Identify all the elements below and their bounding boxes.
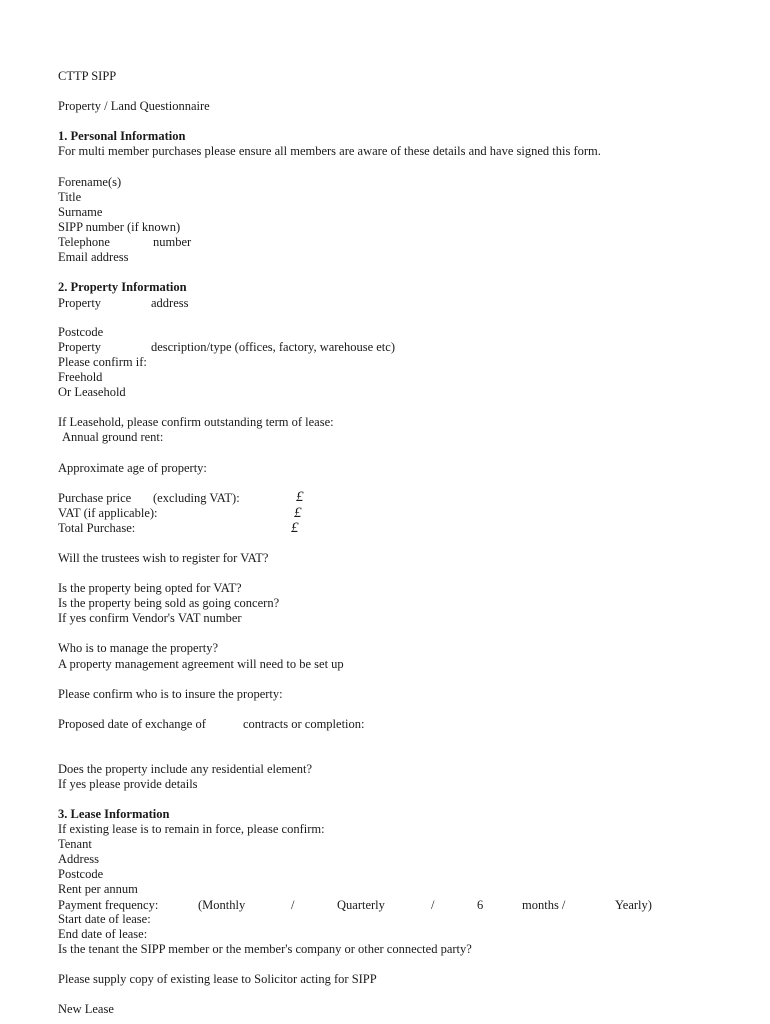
section-1-heading: 1. Personal Information <box>58 129 186 143</box>
field-property-desc-label-2: description/type (offices, factory, warehouse etc) <box>151 340 395 354</box>
frequency-six: 6 <box>477 898 484 912</box>
field-property-desc-label: Property <box>58 340 102 354</box>
field-postcode: Postcode <box>58 325 104 339</box>
org-name: CTTP SIPP <box>58 69 117 83</box>
frequency-yearly: Yearly) <box>615 898 652 912</box>
pound-symbol-total: £ <box>291 520 299 536</box>
field-property-address-label-2: address <box>151 296 189 310</box>
purchase-price-label-2: (excluding VAT): <box>153 491 240 505</box>
confirm-if-label: Please confirm if: <box>58 355 147 369</box>
purchase-price-label: Purchase price <box>58 491 132 505</box>
tenant-label: Tenant <box>58 837 92 851</box>
lease-postcode-label: Postcode <box>58 867 104 881</box>
existing-lease-label: If existing lease is to remain in force, please confirm: <box>58 822 325 836</box>
start-date-label: Start date of lease: <box>58 912 151 926</box>
exchange-label: Proposed date of exchange of <box>58 717 206 731</box>
insure-label: Please confirm who is to insure the property: <box>58 687 283 701</box>
end-date-label: End date of lease: <box>58 927 148 941</box>
form-title: Property / Land Questionnaire <box>58 99 210 113</box>
total-purchase-label: Total Purchase: <box>58 521 136 535</box>
section-1-note: For multi member purchases please ensure all members are aware of these details and have signed this form. <box>58 144 601 158</box>
field-title: Title <box>58 190 82 204</box>
section-3-heading: 3. Lease Information <box>58 807 170 821</box>
option-leasehold: Or Leasehold <box>58 385 126 399</box>
supply-copy-note: Please supply copy of existing lease to Solicitor acting for SIPP <box>58 972 377 986</box>
address-label: Address <box>58 852 99 866</box>
manage-label: Who is to manage the property? <box>58 641 219 655</box>
frequency-quarterly: Quarterly <box>337 898 385 912</box>
vat-label: VAT (if applicable): <box>58 506 158 520</box>
management-agreement-note: A property management agreement will need to be set up <box>58 657 344 671</box>
going-concern-label: Is the property being sold as going concern? <box>58 596 280 610</box>
connected-party-label: Is the tenant the SIPP member or the member's company or other connected party? <box>58 942 472 956</box>
field-email: Email address <box>58 250 129 264</box>
field-forename: Forename(s) <box>58 175 122 189</box>
ground-rent-label: Annual ground rent: <box>62 430 164 444</box>
frequency-slash-2: / <box>431 898 435 912</box>
residential-label: Does the property include any residential element? <box>58 762 313 776</box>
field-property-address-label: Property <box>58 296 102 310</box>
residential-details-label: If yes please provide details <box>58 777 198 791</box>
vendor-vat-label: If yes confirm Vendor's VAT number <box>58 611 242 625</box>
frequency-monthly: (Monthly <box>198 898 246 912</box>
field-sipp-number: SIPP number (if known) <box>58 220 181 234</box>
rent-label: Rent per annum <box>58 882 138 896</box>
pound-symbol-vat: £ <box>294 505 302 521</box>
new-lease-label: New Lease <box>58 1002 114 1016</box>
section-2-heading: 2. Property Information <box>58 280 187 294</box>
field-telephone-label-2: number <box>153 235 192 249</box>
frequency-slash-1: / <box>291 898 295 912</box>
field-surname: Surname <box>58 205 103 219</box>
pound-symbol-purchase: £ <box>296 489 304 505</box>
field-telephone-label: Telephone <box>58 235 110 249</box>
payment-frequency-label: Payment frequency: <box>58 898 159 912</box>
opted-vat-label: Is the property being opted for VAT? <box>58 581 242 595</box>
approx-age-label: Approximate age of property: <box>58 461 207 475</box>
leasehold-term-label: If Leasehold, please confirm outstanding term of lease: <box>58 415 334 429</box>
exchange-label-2: contracts or completion: <box>243 717 365 731</box>
register-vat-label: Will the trustees wish to register for VAT? <box>58 551 269 565</box>
frequency-months: months / <box>522 898 566 912</box>
option-freehold: Freehold <box>58 370 103 384</box>
